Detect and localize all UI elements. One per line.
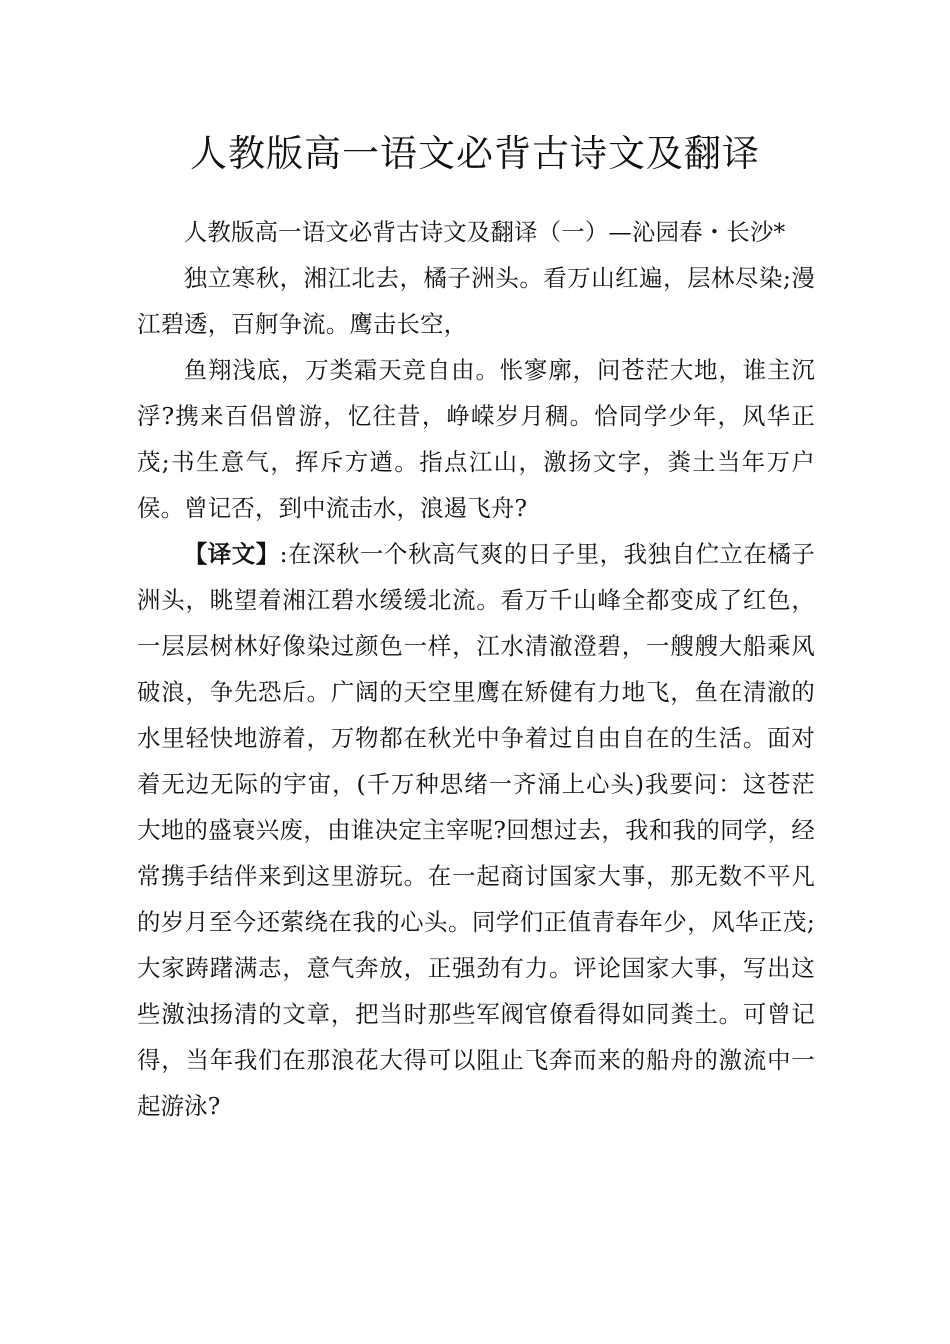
translation-paragraph <box>137 531 815 1129</box>
translation-label: 【译文】 <box>183 540 280 568</box>
translation-text: :在深秋一个秋高气爽的日子里，我独自伫立在橘子洲头，眺望着湘江碧水缓缓北流。看万千山峰全都变成了红色，一层层树林好像染过颜色一样，江水清澈澄碧，一艘艘大船乘风破浪，争先恐后。广阔的天空里鹰在矫健有力地飞，鱼在清澈的水里轻快地游着，万物都在秋光中争着过自由自在的生活。面对着无边无际的宇宙，(千万种思绪一齐涌上心头)我要问：这苍茫大地的盛衰兴废，由谁决定主宰呢?回想过去，我和我的同学，经常携手结伴来到这里游玩。在一起商讨国家大事，那无数不平凡的岁月至今还萦绕在我的心头。同学们正值青春年少，风华正茂;大家踌躇满志，意气奔放，正强劲有力。评论国家大事，写出这些激浊扬清的文章，把当时那些军阀官僚看得如同粪土。可曾记得，当年我们在那浪花大得可以阻止飞奔而来的船舟的激流中一起游泳? <box>137 540 815 1120</box>
section-heading: 人教版高一语文必背古诗文及翻译（一）—沁园春・长沙* <box>183 218 786 246</box>
document-title: 人教版高一语文必背古诗文及翻译 <box>190 132 760 175</box>
poem-paragraph-2: 鱼翔浅底，万类霜天竞自由。怅寥廓，问苍茫大地，谁主沉浮?携来百侣曾游，忆往昔，峥嵘岁月稠。恰同学少年，风华正茂;书生意气，挥斥方遒。指点江山，激扬文字，粪土当年万户侯。曾记否，到中流击水，浪遏飞舟? <box>137 356 815 522</box>
document-body <box>137 209 815 1129</box>
poem-paragraph-1: 独立寒秋，湘江北去，橘子洲头。看万山红遍，层林尽染;漫江碧透，百舸争流。鹰击长空， <box>137 264 815 338</box>
